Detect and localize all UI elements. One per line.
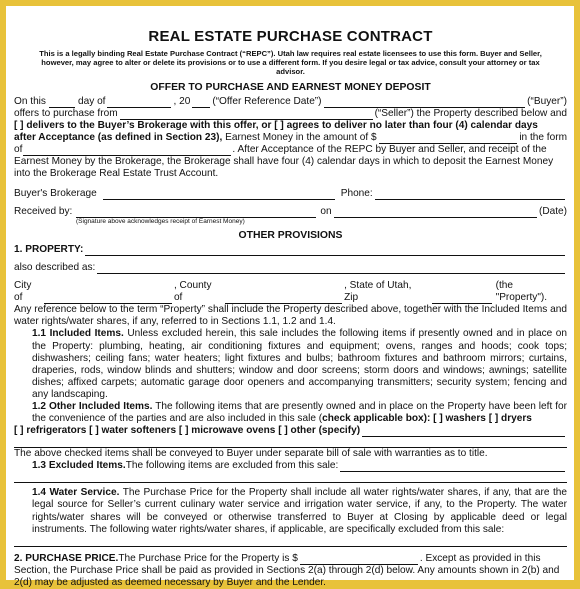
document-page — [6, 6, 574, 588]
excluded-items-line[interactable] — [14, 472, 567, 483]
other-provisions-heading: OTHER PROVISIONS — [238, 230, 343, 242]
section-1-1: 1.1 Included Items. Unless excluded herein, this sale includes the following items if presently owned and in place on the Property: plumbing, heating, air conditioning fixtures and equipment; ovens, ranges and hoods; cook tops; dishwashers; ceiling fans; water heaters; light fixtures and bulbs; bathroom fixtures and bathroom mirrors; curtains, draperies, rods, window blinds and shutters; window and door screens; storm doors and windows; awnings; satellite dishes; affixed carpets; automatic garage door openers and accompanying transmitters; security system; fencing and any landscaping. — [32, 328, 567, 400]
buyers-brokerage-row: Buyer's Brokerage Phone: — [14, 188, 567, 200]
intro-line: This is a legally binding Real Estate Purchase Contract (“REPC”). Utah law requires real estate licensees to use this form. Buyer and Seller, — [39, 49, 542, 58]
intro-line: advisor. — [276, 67, 305, 76]
zip-field[interactable] — [432, 294, 492, 304]
document-title: REAL ESTATE PURCHASE CONTRACT — [148, 28, 433, 45]
other-items-field[interactable] — [362, 426, 565, 437]
also-described-field[interactable] — [97, 263, 565, 274]
section-1-4: 1.4 Water Service. The Purchase Price for the Property shall include all water rights/water shares, if any, that are the legal source for Seller’s current culinary water service and irrigation water service, if any, to the Property. The water rights/water shares will be conveyed or otherwise transferred to Buyer at Closing by applicable deed or legal instruments. The following water rights/water shares, if applicable, are specifically excluded from this sale: — [32, 487, 567, 535]
county-field[interactable] — [225, 294, 343, 304]
purchase-price-text: Section, the Purchase Price shall be paid as provided in Sections 2(a) through 2(d) below. Any amounts shown in 2(b) and — [14, 564, 560, 576]
purchase-price-field[interactable] — [300, 555, 418, 565]
month-field[interactable] — [107, 98, 171, 108]
purchase-price-row: 2. PURCHASE PRICE. The Purchase Price for the Property is $ . Except as provided in this — [14, 552, 541, 564]
section-1-2: 1.2 Other Included Items. The following items that are presently owned and in place on the Property have been left for the convenience of the parties and are also included in this sale (check applicable box): [ ] washers [ ] dryers — [32, 401, 567, 425]
other-items-line[interactable] — [14, 437, 567, 448]
document-body — [14, 6, 567, 589]
buyer-name-field[interactable] — [324, 97, 526, 108]
water-excluded-line[interactable] — [14, 536, 567, 547]
offer-paragraph: On this day of , 20 (“Offer Reference Date”) (“Buyer”) offers to purchase from (“Seller”) the Property described below and [ ] delivers to the Buyer’s Brokerage with this offer, or [ ] agrees to deliver no later than four (4) calendar days after Acceptance (as defined in Section 23), Earnest Money in the amount of $ in the form of . After Acceptance of the REPC by Buyer and Seller, and receipt of the Earnest Money by the Brokerage, the Brokerage shall have four (4) calendar days in which to deposit the Earnest Money into the Brokerage Real Estate Trust Account. — [14, 96, 567, 180]
received-by-field[interactable] — [76, 208, 316, 218]
phone-field[interactable] — [375, 189, 565, 200]
offer-heading: OFFER TO PURCHASE AND EARNEST MONEY DEPOSIT — [150, 82, 431, 93]
received-by-row: Received by: on (Date) — [14, 206, 567, 218]
also-described-row: also described as: — [14, 262, 567, 274]
other-items-row: [ ] refrigerators [ ] water softeners [ ] microwave ovens [ ] other (specify) — [14, 425, 567, 437]
intro-notice — [14, 49, 567, 76]
intro-line: however, may agree to alter or delete its provisions or to use a different form. If you desire legal or tax advice, consult your attorney or tax — [41, 58, 540, 67]
received-date-field[interactable] — [334, 207, 537, 218]
earnest-amount-field[interactable] — [379, 133, 518, 144]
earnest-form-field[interactable] — [23, 146, 231, 156]
property-reference-text: Any reference below to the term “Property” shall include the Property described above, together with the Included Items and water rights/water shares, if any, referred to in Sections 1.1, 1.2 and 1.4. — [14, 304, 567, 328]
city-row: City of , County of , State of Utah, Zip (the "Property"). — [14, 280, 548, 304]
seller-name-field[interactable] — [120, 109, 373, 120]
deliver-checkboxes-line[interactable]: [ ] delivers to the Buyer’s Brokerage with this offer, or [ ] agrees to deliver no later than four (4) calendar days — [14, 120, 538, 131]
purchase-price-text: 2(d) may be adjusted as deemed necessary by Buyer and the Lender. — [14, 576, 326, 588]
above-checked-text: The above checked items shall be conveyed to Buyer under separate bill of sale with warranties as to title. — [14, 448, 488, 460]
property-row: 1. PROPERTY: — [14, 244, 567, 256]
city-field[interactable] — [44, 294, 171, 304]
section-1-3: 1.3 Excluded Items. The following items are excluded from this sale: — [14, 460, 567, 472]
buyers-brokerage-field[interactable] — [103, 190, 335, 200]
year-field[interactable] — [192, 98, 210, 108]
property-field[interactable] — [85, 245, 565, 256]
signature-note: (Signature above acknowledges receipt of Earnest Money) — [76, 218, 245, 226]
excluded-items-field[interactable] — [340, 461, 565, 472]
day-field[interactable] — [49, 98, 75, 108]
